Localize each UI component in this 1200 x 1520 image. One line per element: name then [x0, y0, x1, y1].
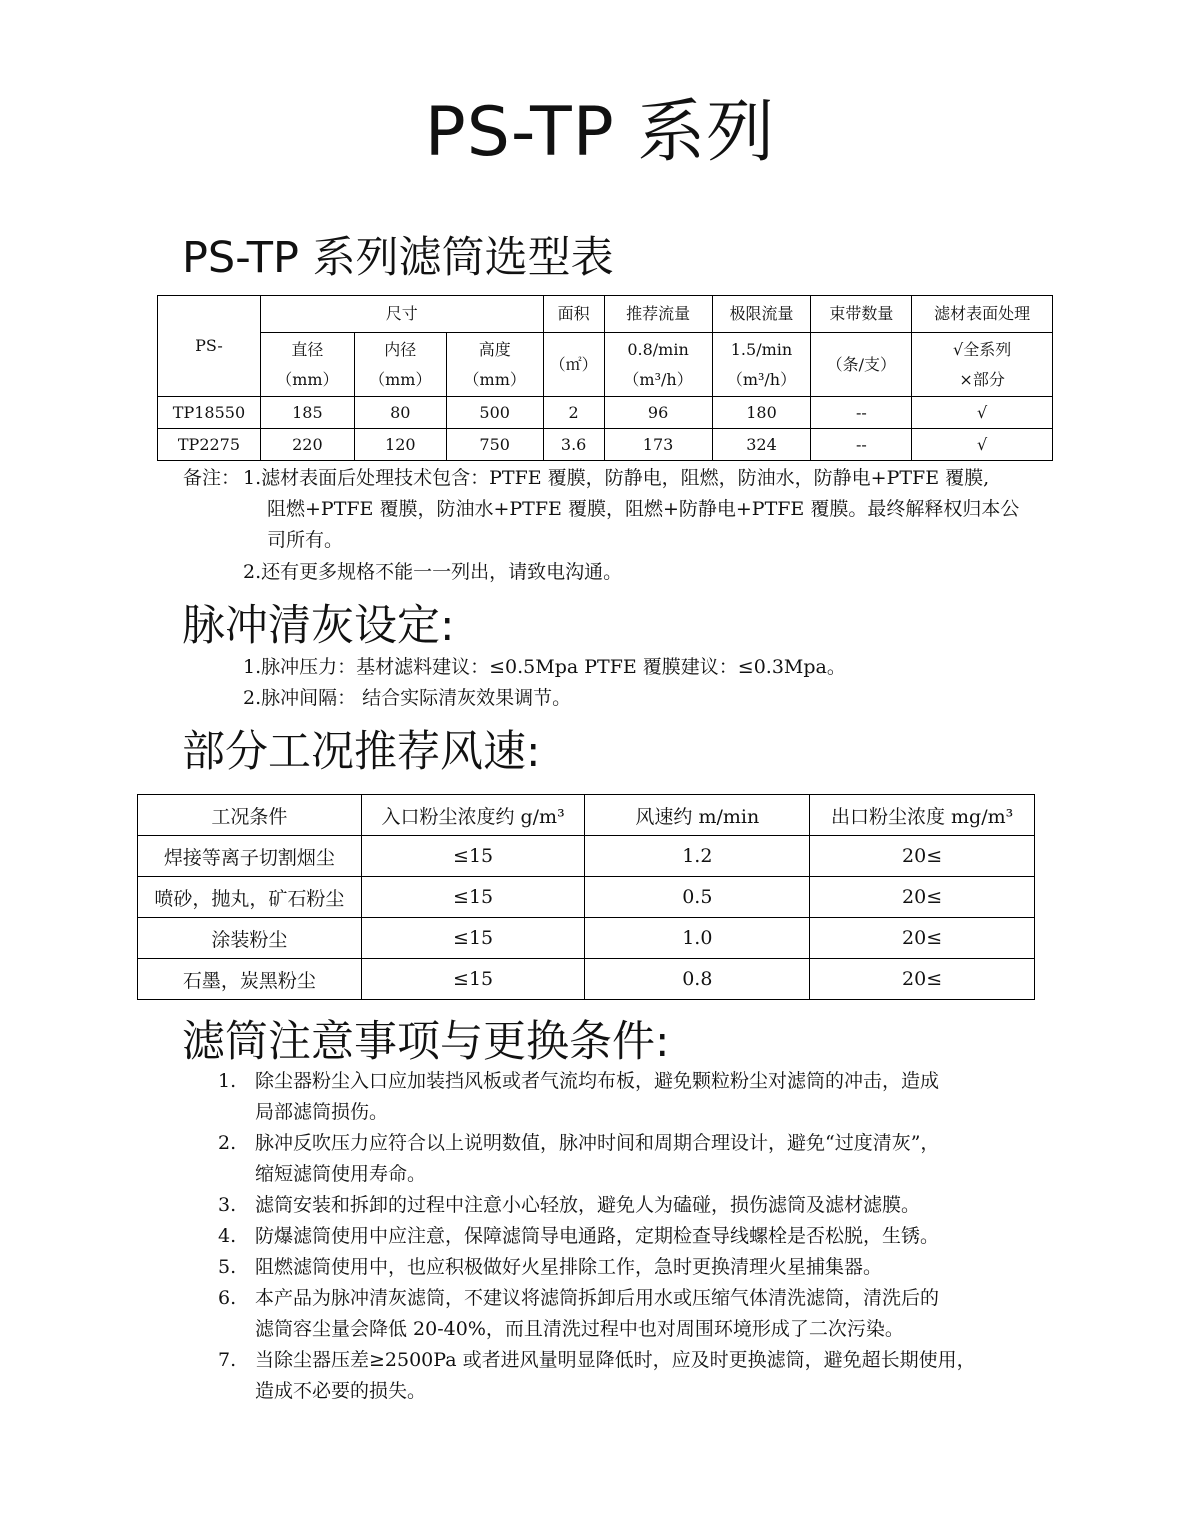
- note-1-line-1: 1.滤材表面后处理技术包含：PTFE 覆膜，防静电，阻燃，防油水，防静电+PTFE 覆膜,: [243, 467, 990, 489]
- band-unit: （条/支）: [811, 333, 912, 397]
- note-2: 2.还有更多规格不能一一列出，请致电沟通。: [243, 561, 623, 583]
- outlet-cell: 20≤: [810, 918, 1035, 959]
- outlet-cell: 20≤: [810, 959, 1035, 1000]
- inlet-cell: ≤15: [361, 877, 585, 918]
- list-text: 滤筒安装和拆卸的过程中注意小心轻放，避免人为磕碰，损伤滤筒及滤材滤膜。: [255, 1194, 921, 1216]
- model-header: PS-: [158, 296, 261, 397]
- list-number: 6.: [218, 1287, 237, 1309]
- rec-flow-header: 推荐流量: [604, 296, 712, 333]
- header-speed: 风速约 m/min: [585, 795, 810, 836]
- model-cell: TP18550: [158, 397, 261, 429]
- table-row: [158, 397, 1053, 429]
- model-cell: TP2275: [158, 429, 261, 461]
- inner-cell: 80: [354, 397, 446, 429]
- inlet-cell: ≤15: [361, 918, 585, 959]
- pulse-item-2: 2.脉冲间隔： 结合实际清灰效果调节。: [243, 687, 572, 709]
- header-outlet: 出口粉尘浓度 mg/m³: [810, 795, 1035, 836]
- size-group-header: 尺寸: [260, 296, 543, 333]
- surface-cell: √: [912, 397, 1053, 429]
- page-title: PS-TP 系列: [424, 93, 776, 172]
- height-cell: 750: [446, 429, 543, 461]
- pulse-item-1: 1.脉冲压力：基材滤料建议：≤0.5Mpa PTFE 覆膜建议：≤0.3Mpa。: [243, 656, 846, 678]
- list-number: 2.: [218, 1132, 237, 1154]
- inner-cell: 120: [354, 429, 446, 461]
- surface-legend: √全系列 ×部分: [912, 333, 1053, 397]
- header-inlet: 入口粉尘浓度约 g/m³: [361, 795, 585, 836]
- list-item: [0, 1283, 1200, 1345]
- list-text: 脉冲反吹压力应符合以上说明数值，脉冲时间和周期合理设计，避免“过度清灰”，: [255, 1132, 940, 1154]
- surface-header: 滤材表面处理: [912, 296, 1053, 333]
- diameter-cell: 185: [260, 397, 354, 429]
- diameter-header: 直径 （mm）: [260, 333, 354, 397]
- list-number: 1.: [218, 1070, 237, 1092]
- list-text: 阻燃滤筒使用中，也应积极做好火星排除工作，急时更换清理火星捕集器。: [255, 1256, 883, 1278]
- list-text: 除尘器粉尘入口应加装挡风板或者气流均布板，避免颗粒粉尘对滤筒的冲击，造成: [255, 1070, 940, 1092]
- list-item: [0, 1128, 1200, 1190]
- condition-cell: 涂装粉尘: [138, 918, 362, 959]
- speed-cell: 1.2: [585, 836, 810, 877]
- inner-header: 内径 （mm）: [354, 333, 446, 397]
- lim-flow-header: 极限流量: [712, 296, 811, 333]
- table-row: [158, 429, 1053, 461]
- height-cell: 500: [446, 397, 543, 429]
- list-item: [0, 1345, 1200, 1407]
- pulse-heading: 脉冲清灰设定:: [182, 601, 455, 651]
- band-cell: --: [811, 397, 912, 429]
- condition-cell: 喷砂，抛丸，矿石粉尘: [138, 877, 362, 918]
- list-item: [0, 1252, 1200, 1283]
- notice-heading: 滤筒注意事项与更换条件:: [182, 1017, 670, 1067]
- notice-list: [0, 1066, 1200, 1407]
- rec-flow-unit: 0.8/min （m³/h）: [604, 333, 712, 397]
- list-text: 局部滤筒损伤。: [255, 1101, 389, 1123]
- lim-flow-unit: 1.5/min （m³/h）: [712, 333, 811, 397]
- note-1-line-2: 阻燃+PTFE 覆膜，防油水+PTFE 覆膜，阻燃+防静电+PTFE 覆膜。最终解释权归本公: [267, 498, 1020, 520]
- table-row: [138, 877, 1035, 918]
- lim-flow-cell: 180: [712, 397, 811, 429]
- outlet-cell: 20≤: [810, 877, 1035, 918]
- note-1-line-3: 司所有。: [267, 529, 344, 551]
- list-item: [0, 1190, 1200, 1221]
- band-cell: --: [811, 429, 912, 461]
- list-number: 5.: [218, 1256, 237, 1278]
- work-condition-table: [137, 794, 1035, 1000]
- surface-cell: √: [912, 429, 1053, 461]
- table-row: [138, 918, 1035, 959]
- spec-table: [157, 295, 1053, 461]
- height-header: 高度 （mm）: [446, 333, 543, 397]
- list-text: 缩短滤筒使用寿命。: [255, 1163, 427, 1185]
- list-text: 当除尘器压差≥2500Pa 或者进风量明显降低时，应及时更换滤筒，避免超长期使用，: [255, 1349, 976, 1371]
- band-count-header: 束带数量: [811, 296, 912, 333]
- list-text: 防爆滤筒使用中应注意，保障滤筒导电通路，定期检查导线螺栓是否松脱，生锈。: [255, 1225, 940, 1247]
- table-row: [138, 836, 1035, 877]
- inlet-cell: ≤15: [361, 959, 585, 1000]
- area-header: 面积: [543, 296, 604, 333]
- note-prefix: 备注：: [183, 467, 241, 489]
- list-item: [0, 1221, 1200, 1252]
- lim-flow-cell: 324: [712, 429, 811, 461]
- rec-flow-cell: 96: [604, 397, 712, 429]
- list-text: 造成不必要的损失。: [255, 1380, 427, 1402]
- list-text: 本产品为脉冲清灰滤筒，不建议将滤筒拆卸后用水或压缩气体清洗滤筒，清洗后的: [255, 1287, 940, 1309]
- table-row: [138, 959, 1035, 1000]
- list-text: 滤筒容尘量会降低 20-40%，而且清洗过程中也对周围环境形成了二次污染。: [255, 1318, 904, 1340]
- condition-cell: 石墨，炭黑粉尘: [138, 959, 362, 1000]
- list-number: 4.: [218, 1225, 237, 1247]
- condition-cell: 焊接等离子切割烟尘: [138, 836, 362, 877]
- speed-cell: 0.8: [585, 959, 810, 1000]
- spec-table-heading: PS-TP 系列滤筒选型表: [182, 233, 614, 283]
- diameter-cell: 220: [260, 429, 354, 461]
- area-cell: 3.6: [543, 429, 604, 461]
- list-number: 7.: [218, 1349, 237, 1371]
- list-number: 3.: [218, 1194, 237, 1216]
- outlet-cell: 20≤: [810, 836, 1035, 877]
- list-item: [0, 1066, 1200, 1128]
- rec-flow-cell: 173: [604, 429, 712, 461]
- inlet-cell: ≤15: [361, 836, 585, 877]
- area-unit: （㎡）: [543, 333, 604, 397]
- header-condition: 工况条件: [138, 795, 362, 836]
- work-heading: 部分工况推荐风速:: [182, 727, 541, 777]
- speed-cell: 1.0: [585, 918, 810, 959]
- area-cell: 2: [543, 397, 604, 429]
- speed-cell: 0.5: [585, 877, 810, 918]
